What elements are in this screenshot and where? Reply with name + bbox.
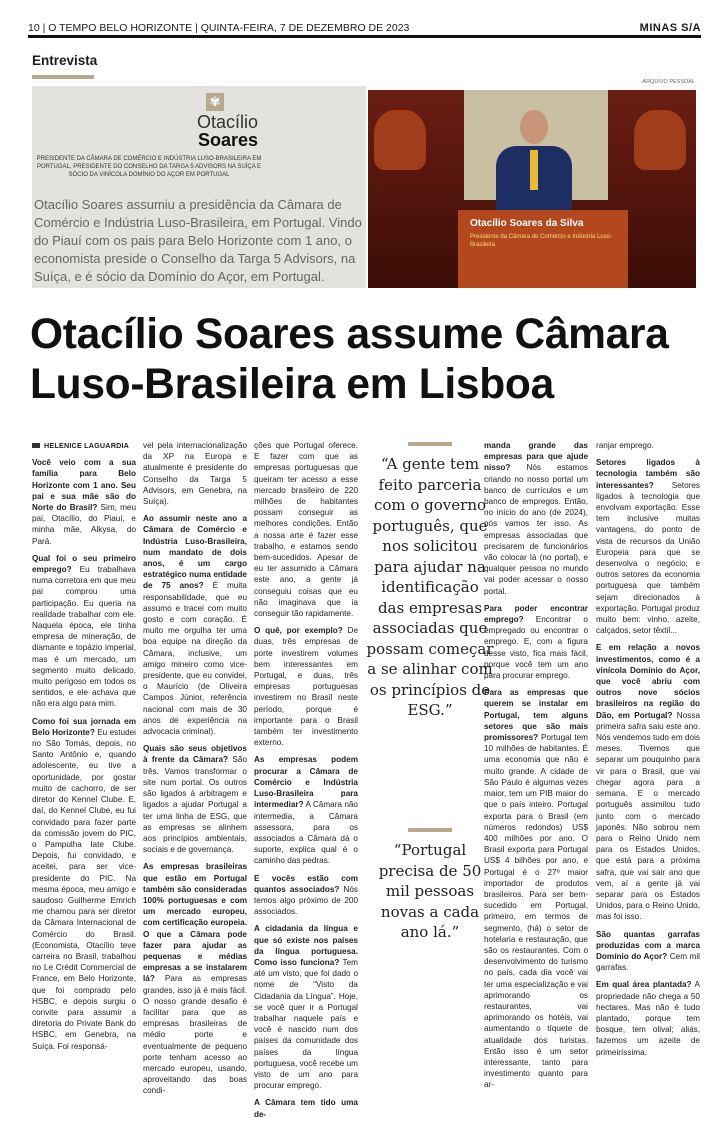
qa-paragraph bbox=[32, 457, 136, 547]
qa-paragraph bbox=[143, 861, 247, 1096]
qa-paragraph bbox=[143, 513, 247, 737]
profile-name bbox=[170, 113, 258, 149]
section-tag-label: Entrevista bbox=[32, 53, 98, 68]
qa-paragraph bbox=[596, 979, 700, 1057]
answer-text: A propriedade não chega a 50 hectares. Mas não é tudo plantado, porque tem bosque, tem olival; aliás, fazemos um azeite de primeiríssima. bbox=[596, 980, 700, 1057]
article-body bbox=[0, 440, 727, 1119]
answer-text: Tem até um visto, que foi dado o nome de “Visto da Cidadania da Língua”. Hoje, se você quer ir a Portugal trabalhar naquele país e você é nascido num dos países da comunidade dos países da língua portuguesa, você recebe um visto de um ano para procurar emprego. bbox=[254, 957, 359, 1091]
qa-paragraph bbox=[143, 440, 247, 507]
answer-text: É muita responsabilidade, que eu assumo e tracei com muito gosto e com coração. É muito me orgulha ter uma boa equipe na direção da Câmara, inclusive, um amigo mineiro como vice-presidente, que eu convidei, o Maurício (de Oliveira Campos Júnior, referência nacional com mais de 30 anos de experiência na advocacia criminal). bbox=[143, 581, 247, 737]
question-text: As empresas podem procurar a Câmara de Comércio e Indústria Luso-Brasileira para intermediar? bbox=[254, 755, 358, 810]
answer-text: ções que Portugal oferece. E fazer com que as empresas portuguesas que queiram ter acesso a esse mercado brasileiro de 220 milhões de habitantes possam conseguir as melhores condições. Então a nossa arte é fazer esse trabalho, e estamos sendo bem-sucedidos. Apesar de eu ter assumido a Câmara este ano, a gente já conseguiu coisas que eu não imaginava que ia conseguir tão rapidamente. bbox=[254, 441, 358, 619]
pull-quote-1 bbox=[366, 442, 494, 721]
qa-paragraph bbox=[143, 743, 247, 855]
column-3-text bbox=[254, 440, 358, 1120]
column-1-text bbox=[32, 457, 136, 1052]
question-text: manda grande das empresas para que ajude nisso? bbox=[484, 441, 588, 473]
header-section: MINAS S/A bbox=[639, 22, 701, 34]
question-text: E vocês estão com quantos associados? bbox=[254, 873, 358, 894]
answer-text: Cem mil garrafas. bbox=[596, 951, 701, 973]
question-text: A Câmara tem tido uma de- bbox=[254, 1098, 358, 1119]
pull-quote-2-rule bbox=[408, 828, 452, 832]
question-text: As empresas brasileiras que estão em Portugal também são consideradas 100% portuguesas e com um mercado europeu, com certificação europeia. O que a Câmara pode fazer para ajudar as pequenas e médias empresas a se instalarem lá? bbox=[143, 862, 247, 984]
qa-paragraph bbox=[32, 716, 136, 1052]
answer-text: Setores ligados à tecnologia que envolvam exportação. Esse tem inclusive muitas vantagens, do ponto de vista de recursos da União Europeia para que se desenvolva o negócio; e outros setores da economia portuguesa que também sejam direcionados à exportação. Portugal produz muito bem: vinho, azeite, calçados, setor têxtil... bbox=[596, 480, 700, 636]
qa-paragraph bbox=[32, 553, 136, 710]
column-6 bbox=[596, 440, 700, 1064]
qa-paragraph bbox=[596, 929, 700, 974]
speaker-head bbox=[520, 110, 548, 144]
answer-text: São três. Vamos transformar o site num portal. Os outros são ligados à arbitragem e ligados a ajudar Portugal a ter uma linha de ESG, que as empresas se alinhem aos princípios ambientais, sociais e de governança. bbox=[143, 755, 247, 855]
qa-paragraph bbox=[254, 440, 358, 619]
qa-paragraph bbox=[254, 754, 358, 866]
answer-text: Nós temos algo próximo de 200 associados. bbox=[254, 884, 358, 917]
qa-paragraph bbox=[596, 642, 700, 922]
column-5-text bbox=[484, 440, 588, 1091]
lion-statue-left bbox=[374, 110, 426, 170]
qa-paragraph bbox=[254, 625, 358, 748]
section-tag-rule bbox=[32, 75, 94, 79]
question-text: Para as empresas que querem se instalar em Portugal, tem alguns setores que são mais promissores? bbox=[484, 688, 588, 743]
qa-paragraph bbox=[484, 687, 588, 1090]
question-text: A cidadania da língua e que só existe nos países da língua portuguesa. Como isso funciona? bbox=[254, 924, 358, 967]
answer-text: ranjar emprego. bbox=[596, 441, 654, 450]
answer-text: De duas, três empresas de porte investirem volumes bem interessantes em Portugal, e duas, três empresas portuguesas investirem no Brasil neste período, porque é importante para o Brasil também ter investimento externo. bbox=[254, 626, 358, 748]
question-text: Para poder encontrar emprego? bbox=[484, 603, 588, 625]
flower-icon: ✾ bbox=[206, 93, 224, 111]
answer-text: Nós estamos criando no nosso portal um banco de currículos e um banco de empregos. Então, no início do ano (de 2024), nós vamos ter isso. As empresas associadas que precisarem de funcionários vão colocar lá (no portal), e qualquer pessoa no mundo vai poder acessar o nosso portal. bbox=[484, 463, 588, 596]
answer-text: vel pela internacionalização da XP na Europa e atualmente é presidente do Conselho da Targa 5 Advisors, em Genebra, na Suíça). bbox=[143, 441, 247, 507]
podium-name: Otacílio Soares da Silva bbox=[470, 218, 584, 229]
question-text: Setores ligados à tecnologia também são interessantes? bbox=[596, 458, 700, 490]
pull-quote-1-text: “A gente tem feito parceria com o governo português, que nos solicitou para ajudar na identificação das empresas associadas que possam começar a se alinhar com os princípios de ESG.” bbox=[366, 455, 494, 719]
section-tag bbox=[32, 53, 97, 74]
answer-text: Sim, meu pai, Otacílio, do Piauí, e minha mãe, Alkysa, do Pará. bbox=[32, 503, 136, 546]
question-text: Quais são seus objetivos à frente da Câmara? bbox=[143, 744, 247, 765]
qa-paragraph bbox=[254, 1097, 358, 1119]
answer-text: Encontrar o empregado ou encontrar o emprego. E, com a figura desse visto, fica mais fácil, porque você tem um ano para procurar emprego. bbox=[484, 615, 588, 681]
answer-text: Eu estudei no São Tomás, depois, no Santo Antônio e, quando adolescente, eu tive a oportunidade, por gostar muito de cachorro, de ser diretor do Kennel Clube. E, daí, do Kennel Clube, eu fui convidado para fazer parte da comissão jovem do PIC, o Pampulha Iate Clube. Depois, fui convidado, e aceitei, para ser vice-presidente do PIC. Na mesma época, meu amigo e saudoso Guilherme Emrich me chamou para ser diretor da Câmara Internacional de Comércio do Brasil. (Economista, Otacílio teve carreira no Brasil, trabalhou no Le Crédit Commercial de France, em Belo Horizonte, que foi comprado pelo HSBC, e depois surgiu o convite para assumir a diretoria do Private Bank do HSBC, em Genebra, na Suíça. Foi responsá- bbox=[32, 727, 136, 1051]
pull-quote-2-text: “Portugal precisa de 50 mil pessoas novas a cada ano lá.” bbox=[378, 841, 482, 941]
qa-paragraph bbox=[484, 440, 588, 597]
column-5 bbox=[484, 440, 588, 1097]
profile-role: PRESIDENTE DA CÂMARA DE COMÉRCIO E INDÚSTRIA LUSO-BRASILEIRA EM PORTUGAL, PRESIDENTE DO CONSELHO DA TARGA 5 ADVISORS NA SUÍÇA E SÓCIO DA VINÍCOLA DOMÍNIO DO AÇOR EM PORTUGAL bbox=[36, 156, 262, 178]
podium-title: Presidente da Câmara de Comércio e Indústria Luso-Brasileira bbox=[470, 234, 613, 248]
answer-text: Eu trabalhava numa corretora em que meu pai comprou uma participação. Eu queria na realidade trabalhar com ele. Naquela época, ele tinha empresa de mineração, de diamante e topázio imperial, mas é um mercado, um segmento muito delicado, muito perigoso em todos os sentidos, e ele achava que não era algo para mim. bbox=[32, 565, 136, 709]
question-text: Ao assumir neste ano a Câmara de Comércio e Indústria Luso-Brasileira, num mandato de dois anos, é um cargo estratégico numa entidade de 75 anos? bbox=[143, 514, 247, 591]
qa-paragraph bbox=[254, 923, 358, 1091]
question-text: Como foi sua jornada em Belo Horizonte? bbox=[32, 716, 136, 737]
answer-text: Portugal tem 10 milhões de habitantes. É uma economia que não é muito grande. A cidade de São Paulo é algumas vezes maior, tem um PIB maior do que o país inteiro. Portugal exporta para o Brasil (em números redondos) US$ 400 milhões por ano. O Brasil exporta para Portugal US$ 4 bilhões por ano, e Portugal é o 27º maior importador de produtos brasileiros. Para ser bem-sucedido em Portugal, primeiro, em termos de segmento, (há) o setor de hotelaria e restauração, que são os restaurantes. Com o desenvolvimento do turismo no país, cada dia você vai ter uma especialização e vai aprimorando os restaurantes, vai aprimorando os hotéis, vai aumentando o tíquete de atualidade dos turistas. Então isso é um setor interessante, tanto para investimento quanto para ar- bbox=[484, 733, 588, 1090]
question-text: Qual foi o seu primeiro emprego? bbox=[32, 553, 136, 575]
pull-quote-2 bbox=[366, 828, 494, 943]
question-text: São quantas garrafas produzidas com a marca Domínio do Açor? bbox=[596, 929, 700, 961]
question-text: O quê, por exemplo? bbox=[254, 626, 343, 636]
column-6-text bbox=[596, 440, 700, 1058]
answer-text: Para as empresas grandes, isso já é mais fácil. O nosso grande desafio é facilitar para que as empresas brasileiras de médio porte e eventualmente de pequeno porte tenham acesso ao mercado europeu, usando, aproveitando das boas condi- bbox=[143, 974, 247, 1096]
qa-paragraph bbox=[596, 440, 700, 451]
headline: Otacílio Soares assume Câmara Luso-Brasileira em Lisboa bbox=[30, 311, 669, 408]
byline: HELENICE LAGUARDIA bbox=[32, 440, 136, 451]
answer-text: A Câmara não intermedia, a Câmara assessora, para os associados a Câmara dá o suporte, explica qual é o caminho das pedras. bbox=[254, 800, 358, 866]
column-3 bbox=[254, 440, 358, 1126]
profile-first-name: Otacílio bbox=[196, 112, 258, 132]
question-text: E em relação a novos investimentos, como é a vinícola Domínio do Açor, que você abriu com outros nove sócios brasileiros na região do Dão, em Portugal? bbox=[596, 643, 700, 720]
lion-statue-right bbox=[634, 110, 686, 170]
qa-paragraph bbox=[254, 873, 358, 918]
column-2-text bbox=[143, 440, 247, 1097]
podium bbox=[458, 210, 628, 288]
qa-paragraph bbox=[596, 457, 700, 636]
qa-paragraph bbox=[484, 603, 588, 681]
profile-intro: Otacílio Soares assumiu a presidência da Câmara de Comércio e Indústria Luso-Brasileira, em Portugal. Vindo do Piauí com os pais para Belo Horizonte com 1 ano, o economista preside o Conselho da Targa 5 Advisors, na Suíça, e é sócio da Domínio do Açor, em Portugal. bbox=[34, 197, 362, 284]
header-folio: 10 | O TEMPO BELO HORIZONTE | QUINTA-FEIRA, 7 DE DEZEMBRO DE 2023 bbox=[28, 22, 410, 34]
speaker-tie bbox=[530, 150, 538, 190]
question-text: Em qual área plantada? bbox=[596, 980, 692, 990]
photo-credit: ARQUIVO PESSOAL bbox=[642, 79, 695, 85]
page-header bbox=[28, 22, 701, 38]
answer-text: Nossa primeira safra saiu este ano. Nós vendemos tudo em dois meses. Tivemos que separar um pouquinho para vir para o Brasil, que vai chegar agora para a semana. E o mercado português assimilou tudo junto com o mercado japonês. Não sobrou nem para o Reino Unido nem para os Estados Unidos, que está para a próxima safra, que vai sair ano que vem, aí a gente já vai separar para os Estados Unidos, para o Reino Unido, mas foi isso. bbox=[596, 710, 700, 922]
question-text: Você veio com a sua família para Belo Horizonte com 1 ano. Seu pai e sua mãe são do Norte do Brasil? bbox=[32, 458, 136, 513]
column-1 bbox=[32, 440, 136, 1058]
profile-surname: Soares bbox=[197, 130, 258, 150]
pull-quote-1-rule bbox=[408, 442, 452, 446]
column-2 bbox=[143, 440, 247, 1103]
portrait-photo bbox=[368, 90, 696, 288]
